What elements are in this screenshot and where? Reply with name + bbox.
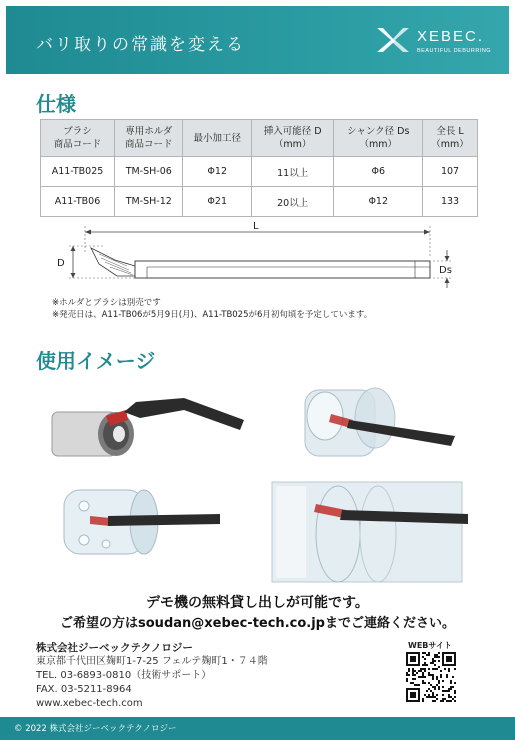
usage-image-outer-edge bbox=[44, 376, 254, 466]
banner-title: バリ取りの常識を変える bbox=[36, 35, 245, 55]
copyright: © 2022 株式会社ジーベックテクノロジー bbox=[14, 724, 177, 734]
spec-cell: 133 bbox=[423, 187, 478, 217]
spec-cell: TM-SH-06 bbox=[115, 157, 183, 187]
spec-header-cell: 挿入可能径 D （mm） bbox=[251, 120, 333, 157]
xebec-logo-mark-icon bbox=[373, 20, 413, 60]
logo-tagline: BEAUTIFUL DEBURRING bbox=[417, 48, 492, 54]
spec-cell: A11-TB025 bbox=[41, 157, 115, 187]
tool-dimension-diagram bbox=[55, 220, 475, 290]
usage-heading: 使用イメージ bbox=[36, 349, 156, 373]
footer-bar bbox=[0, 717, 515, 740]
spec-header-cell: 全長 L （mm） bbox=[423, 120, 478, 157]
spec-cell: Φ12 bbox=[334, 187, 423, 217]
xebec-logo bbox=[373, 20, 493, 62]
spec-header-row bbox=[41, 120, 478, 157]
spec-cell: 11以上 bbox=[251, 157, 333, 187]
usage-image-pipe-interior bbox=[268, 476, 473, 586]
spec-header-cell: シャンク径 Ds （mm） bbox=[334, 120, 423, 157]
spec-cell: Φ12 bbox=[183, 157, 251, 187]
spec-cell: 20以上 bbox=[251, 187, 333, 217]
spec-cell: TM-SH-12 bbox=[115, 187, 183, 217]
usage-image-cross-hole bbox=[60, 484, 250, 564]
holder-body bbox=[135, 261, 430, 278]
usage-image-inner-bore bbox=[295, 376, 465, 476]
spec-body bbox=[41, 157, 478, 217]
spec-cell: Φ6 bbox=[334, 157, 423, 187]
label-L: L bbox=[253, 221, 259, 232]
spec-cell: 107 bbox=[423, 157, 478, 187]
company-url[interactable]: www.xebec-tech.com bbox=[36, 698, 143, 709]
spec-header-cell: ブラシ 商品コード bbox=[41, 120, 115, 157]
note-line: ※発売日は、A11-TB06が5月9日(月)、A11-TB025が6月初旬頃を予定しています。 bbox=[52, 310, 373, 320]
notes bbox=[52, 297, 372, 321]
demo-line-1: デモ機の無料貸し出しが可能です。 bbox=[146, 595, 369, 611]
company-info bbox=[36, 641, 268, 711]
company-address: 東京都千代田区麹町1-7-25 フェルテ麹町1・７４階 bbox=[36, 656, 268, 667]
spec-row bbox=[41, 187, 478, 217]
spec-table bbox=[40, 119, 478, 217]
demo-line-2: ご希望の方はsoudan@xebec-tech.co.jpまでご連絡ください。 bbox=[60, 616, 455, 631]
spec-heading: 仕様 bbox=[36, 92, 76, 116]
web-site-label: WEBサイト bbox=[408, 641, 452, 650]
spec-cell: A11-TB06 bbox=[41, 187, 115, 217]
company-tel: TEL. 03-6893-0810（技術サポート） bbox=[36, 670, 212, 681]
spec-header-cell: 専用ホルダ 商品コード bbox=[115, 120, 183, 157]
qr-code-icon[interactable] bbox=[406, 652, 456, 702]
spec-cell: Φ21 bbox=[183, 187, 251, 217]
company-name: 株式会社ジーベックテクノロジー bbox=[36, 642, 193, 654]
note-line: ※ホルダとブラシは別売です bbox=[52, 298, 161, 308]
spec-row bbox=[41, 157, 478, 187]
logo-text: XEBEC. bbox=[417, 28, 485, 45]
header-banner bbox=[6, 6, 509, 74]
label-Ds: Ds bbox=[439, 265, 452, 276]
spec-header-cell: 最小加工径 bbox=[183, 120, 251, 157]
company-fax: FAX. 03-5211-8964 bbox=[36, 684, 132, 695]
label-D: D bbox=[57, 258, 65, 269]
